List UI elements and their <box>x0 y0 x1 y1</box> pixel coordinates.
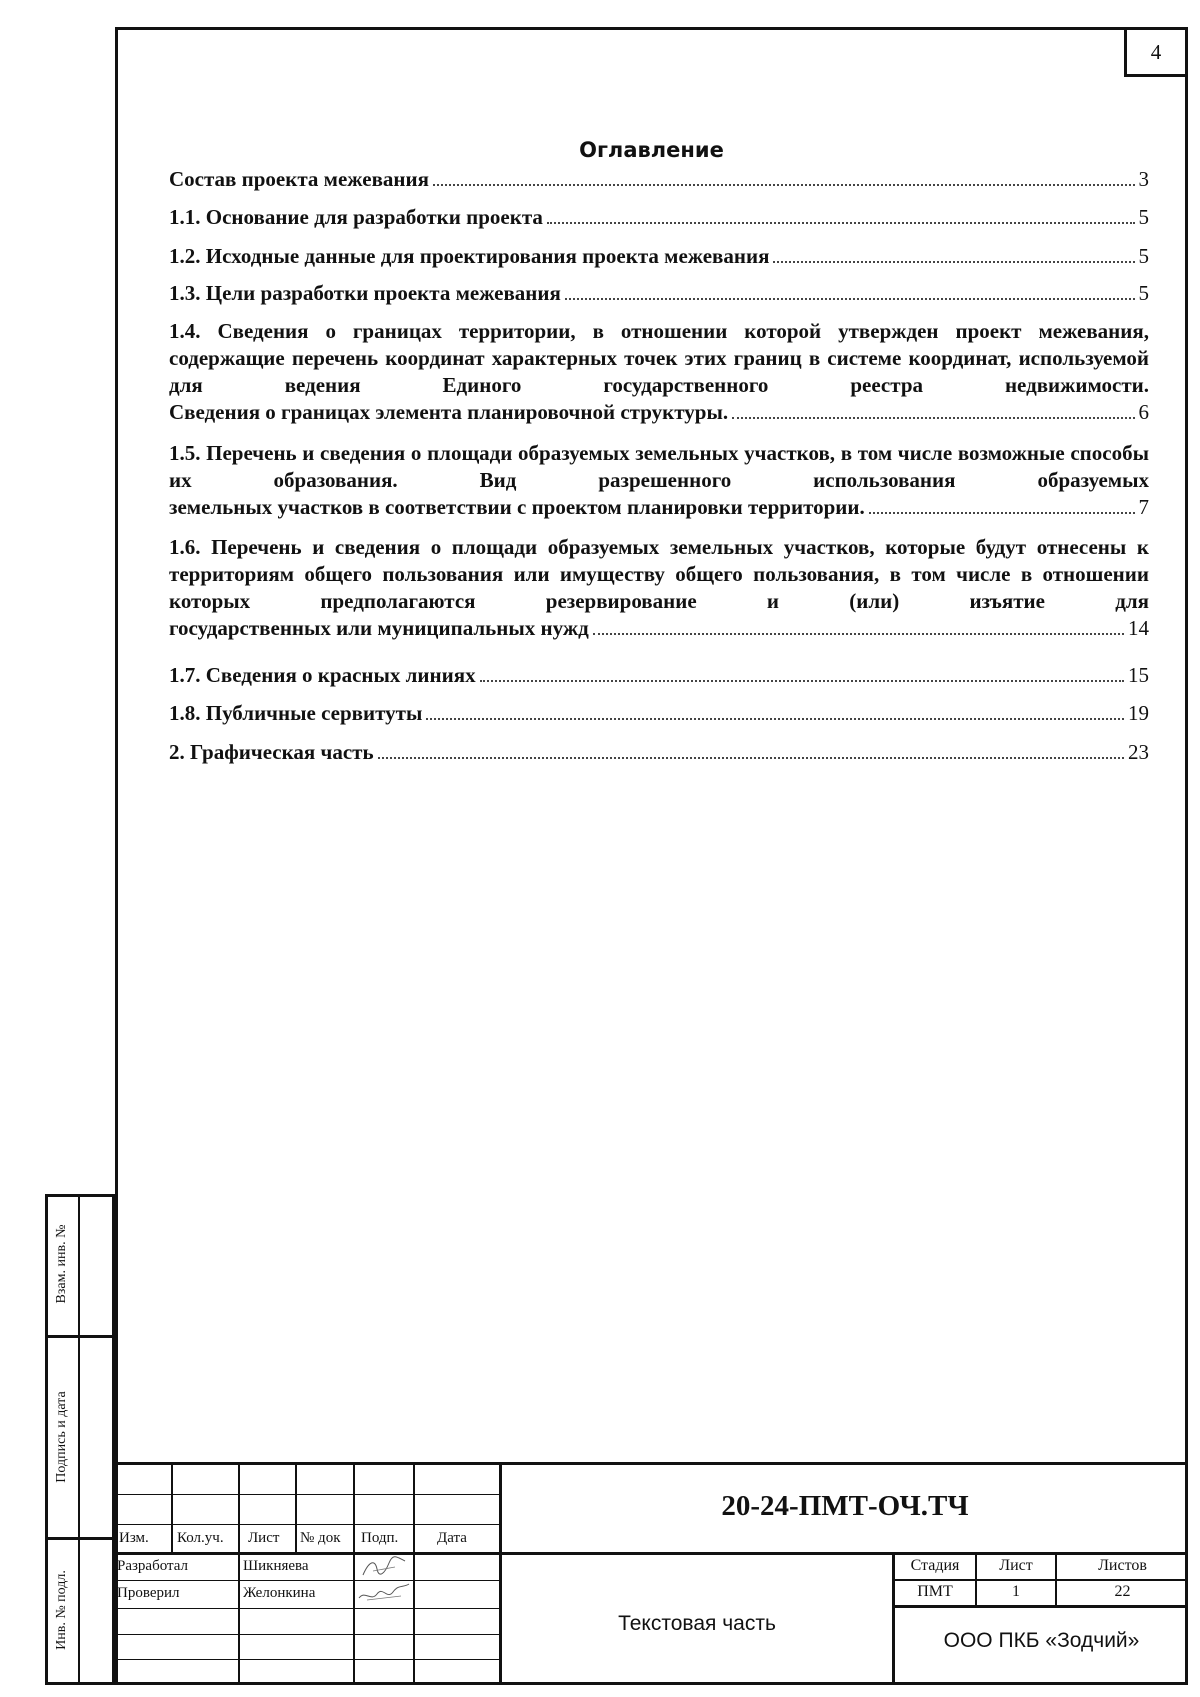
toc-entry-label: 1.5. Перечень и сведения о площади образуемых земельных участков, в том числе возможные способы их образования. Вид разрешенного использования образуемых <box>169 441 1149 492</box>
col-doc-number: № док <box>300 1530 341 1546</box>
side-stamp <box>45 1194 115 1685</box>
col-sheet: Лист <box>248 1530 280 1546</box>
toc-entry-page: 23 <box>1128 740 1149 764</box>
tb-line <box>115 1462 1188 1465</box>
tb-line <box>115 1580 500 1581</box>
tb-line <box>171 1462 173 1552</box>
toc-leader <box>426 718 1124 720</box>
original-inventory-label: Инв. № подл. <box>54 1570 69 1650</box>
toc-entry-page: 19 <box>1128 701 1149 725</box>
toc-entry[interactable] <box>169 700 1149 727</box>
toc-leader <box>378 757 1124 759</box>
toc-entry[interactable] <box>169 243 1149 270</box>
page-number: 4 <box>1124 27 1188 77</box>
col-date: Дата <box>437 1530 467 1546</box>
tb-line <box>115 1659 500 1660</box>
toc-title: Оглавление <box>579 138 724 162</box>
toc-entry[interactable] <box>169 166 1149 193</box>
toc-leader <box>547 222 1135 224</box>
toc-entry-label-last: земельных участков в соответствии с проектом планировки территории. <box>169 495 865 519</box>
toc-entry-page: 5 <box>1138 205 1149 229</box>
sheets-label: Листов <box>1098 1557 1147 1574</box>
toc-leader <box>732 417 1134 419</box>
toc-entry-label-last: государственных или муниципальных нужд <box>169 616 589 640</box>
checked-label: Проверил <box>117 1585 180 1601</box>
toc-entry[interactable] <box>169 739 1149 766</box>
col-change: Изм. <box>119 1530 149 1546</box>
toc-entry[interactable] <box>169 318 1149 426</box>
document-description: Текстовая часть <box>618 1612 776 1635</box>
toc-entry-page: 7 <box>1138 495 1149 519</box>
toc-entry-label: 1.8. Публичные сервитуты <box>169 701 423 725</box>
toc-entry-label: 1.7. Сведения о красных линиях <box>169 663 476 687</box>
toc-entry-page: 3 <box>1138 167 1149 191</box>
toc-entry[interactable] <box>169 280 1149 307</box>
document-code: 20-24-ПМТ-ОЧ.ТЧ <box>721 1490 969 1522</box>
tb-line <box>115 1608 500 1609</box>
toc-entry-page: 14 <box>1128 616 1149 640</box>
tb-line <box>892 1579 1188 1581</box>
toc-leader <box>433 184 1135 186</box>
toc-entry-label: 1.6. Перечень и сведения о площади образуемых земельных участков, которые будут отнесены к территориям общего пользования или имуществу общего пользования, в том числе в отношении которых предполагаются резервирование и (или) изъятие для <box>169 535 1149 613</box>
toc-entry-label: 1.2. Исходные данные для проектирования проекта межевания <box>169 244 770 268</box>
toc-entry-label: 1.3. Цели разработки проекта межевания <box>169 281 561 305</box>
col-count: Кол.уч. <box>177 1530 224 1546</box>
signature-date-label: Подпись и дата <box>54 1391 69 1483</box>
toc-entry[interactable] <box>169 440 1149 521</box>
signature-checker <box>355 1580 413 1608</box>
toc-entry-page: 5 <box>1138 281 1149 305</box>
developed-name: Шикняева <box>243 1558 309 1574</box>
toc-entry-label: Состав проекта межевания <box>169 167 429 191</box>
tb-line <box>295 1462 297 1552</box>
stage-value: ПМТ <box>917 1583 953 1600</box>
toc-entry[interactable] <box>169 204 1149 231</box>
toc-leader <box>593 633 1124 635</box>
sheet-label: Лист <box>999 1557 1033 1574</box>
replacement-inventory-label: Взам. инв. № <box>54 1224 69 1304</box>
toc-entry-label: 2. Графическая часть <box>169 740 374 764</box>
toc-leader <box>869 512 1135 514</box>
tb-line <box>413 1462 415 1685</box>
col-signature: Подп. <box>361 1530 399 1546</box>
toc-entry-label: 1.1. Основание для разработки проекта <box>169 205 543 229</box>
developed-label: Разработал <box>117 1558 189 1574</box>
checked-name: Желонкина <box>243 1585 316 1601</box>
signature-developer <box>355 1553 413 1581</box>
toc-entry-label-last: Сведения о границах элемента планировочной структуры. <box>169 400 729 424</box>
toc-entry-page: 15 <box>1128 663 1149 687</box>
page-frame <box>115 27 1188 1685</box>
title-block <box>115 1462 1188 1685</box>
toc-entry-label: 1.4. Сведения о границах территории, в отношении которой утвержден проект межевания, содержащие перечень координат характерных точек этих границ в системе координат, используемой для ведения Единого государственного реестра недвижимости. <box>169 319 1149 397</box>
toc-entry-page: 6 <box>1138 400 1149 424</box>
sheet-value: 1 <box>1012 1583 1020 1600</box>
tb-line <box>115 1552 500 1555</box>
sheets-value: 22 <box>1114 1583 1131 1600</box>
toc-leader <box>773 261 1134 263</box>
tb-line <box>499 1552 1188 1555</box>
tb-line <box>115 1634 500 1635</box>
toc-entry[interactable] <box>169 534 1149 642</box>
toc-entry[interactable] <box>169 662 1149 689</box>
stage-label: Стадия <box>910 1557 960 1574</box>
company-name: ООО ПКБ «Зодчий» <box>943 1629 1140 1652</box>
toc-leader <box>480 680 1124 682</box>
tb-line <box>238 1462 240 1685</box>
toc-leader <box>565 298 1135 300</box>
tb-line <box>892 1605 1188 1608</box>
toc-entry-page: 5 <box>1138 244 1149 268</box>
